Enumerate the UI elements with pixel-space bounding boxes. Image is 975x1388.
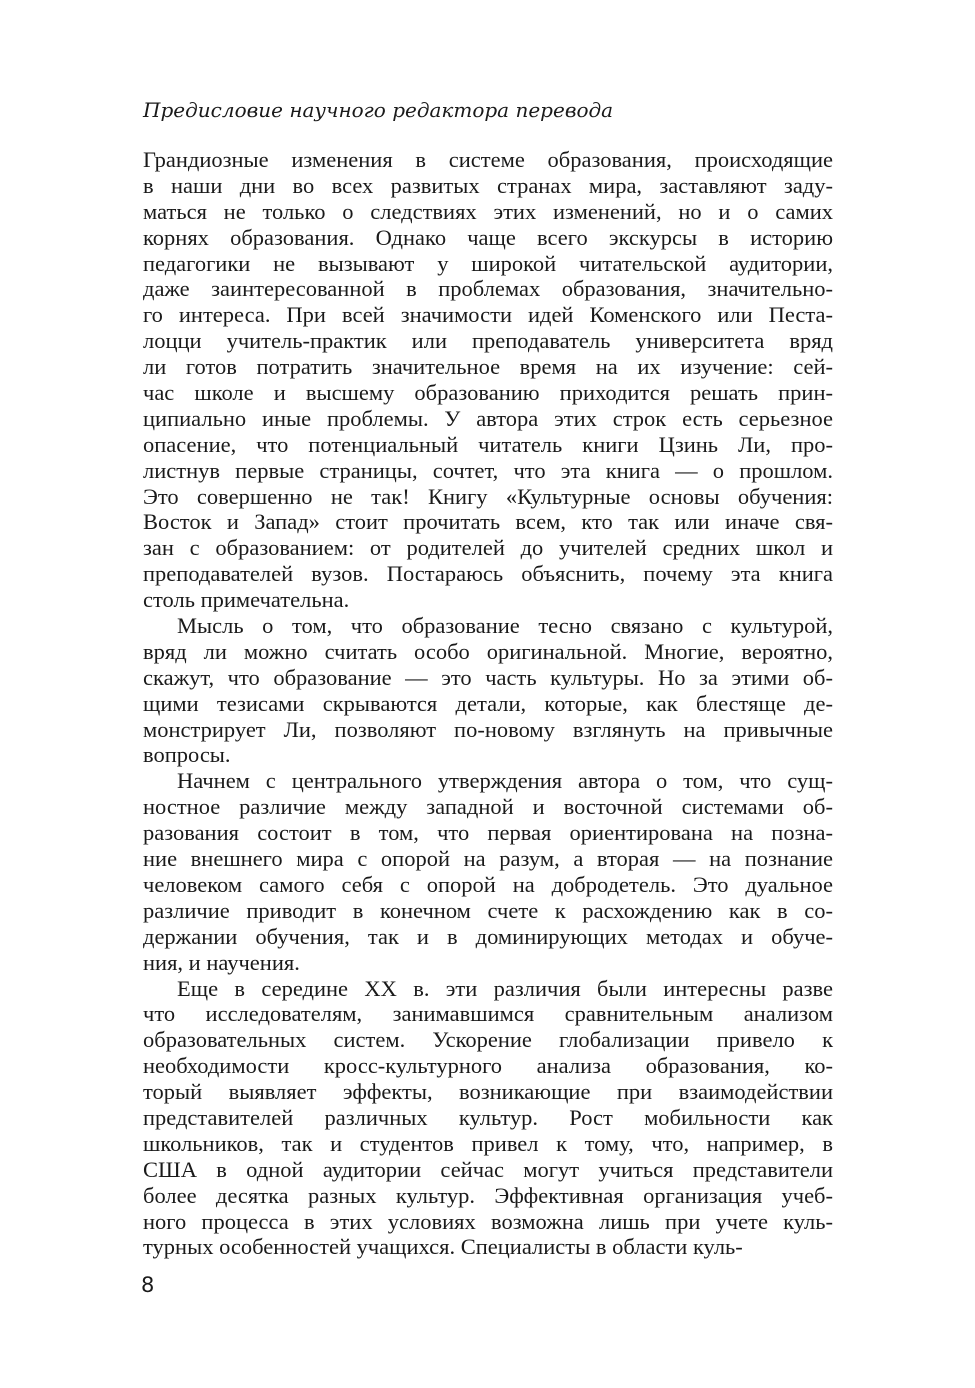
text-line: ния, и научения. — [143, 949, 300, 975]
page-number: 8 — [141, 1273, 155, 1297]
text-line: что исследователям, занимавшимся сравнительным анализом — [143, 1001, 833, 1027]
paragraph — [143, 768, 833, 975]
text-line: различие приводит в конечном счете к расхождению как в со- — [143, 897, 833, 923]
text-line: час школе и высшему образованию приходится решать прин- — [143, 380, 833, 406]
text-line: турных особенностей учащихся. Специалисты в области куль- — [143, 1234, 743, 1260]
paragraph — [143, 147, 833, 613]
text-line: го интереса. При всей значимости идей Коменского или Песта- — [143, 302, 833, 328]
text-line: преподавателей вузов. Постараюсь объяснить, почему эта книга — [143, 561, 833, 587]
text-line: вопросы. — [143, 742, 231, 768]
text-line: человеком самого себя с опорой на добродетель. Это дуальное — [143, 871, 833, 897]
text-line: ностное различие между западной и восточной системами об- — [143, 794, 833, 820]
text-line: монстрирует Ли, позволяют по-новому взглянуть на привычные — [143, 716, 833, 742]
paragraph — [143, 613, 833, 768]
text-line: даже заинтересованной в проблемах образования, значительно- — [143, 276, 833, 302]
text-line: ли готов потратить значительное время на их изучение: сей- — [143, 354, 833, 380]
text-line: листнув первые страницы, сочтет, что эта книга — о прошлом. — [143, 457, 833, 483]
text-line: представителей различных культур. Рост мобильности как — [143, 1104, 833, 1130]
text-line: лоцци учитель-практик или преподаватель университета вряд — [143, 328, 833, 354]
text-line: зан с образованием: от родителей до учителей средних школ и — [143, 535, 833, 561]
text-line: школьников, так и студентов привел к тому, что, например, в — [143, 1130, 833, 1156]
text-line: Мысль о том, что образование тесно связано с культурой, — [177, 613, 833, 639]
text-line: держании обучения, так и в доминирующих методах и обуче- — [143, 923, 833, 949]
text-line: скажут, что образование — это часть культуры. Но за этими об- — [143, 664, 833, 690]
text-line: столь примечательна. — [143, 587, 350, 613]
text-line: вряд ли можно считать особо оригинальной. Многие, вероятно, — [143, 638, 833, 664]
text-line: маться не только о следствиях этих изменений, но и о самих — [143, 198, 833, 224]
text-line: Еще в середине XX в. эти различия были интересны разве — [177, 975, 833, 1001]
text-line: США в одной аудитории сейчас могут учиться представители — [143, 1156, 833, 1182]
text-line: необходимости кросс-культурного анализа образования, ко- — [143, 1053, 833, 1079]
text-line: Грандиозные изменения в системе образования, происходящие — [143, 147, 833, 172]
text-line: Начнем с центрального утверждения автора о том, что сущ- — [177, 768, 833, 794]
text-line: ного процесса в этих условиях возможна лишь при учете куль- — [143, 1208, 833, 1234]
text-line: щими тезисами скрываются детали, которые, как блестяще де- — [143, 690, 833, 716]
text-line: Восток и Запад» стоит прочитать всем, кто так или иначе свя- — [143, 509, 833, 535]
text-line: образовательных систем. Ускорение глобализации привело к — [143, 1027, 833, 1053]
text-line: более десятка разных культур. Эффективная организация учеб- — [143, 1182, 833, 1208]
text-line: корнях образования. Однако чаще всего экскурсы в историю — [143, 224, 833, 250]
running-head: Предисловие научного редактора перевода — [143, 98, 614, 122]
text-line: разования состоит в том, что первая ориентирована на позна- — [143, 820, 833, 846]
text-line: педагогики не вызывают у широкой читательской аудитории, — [143, 250, 833, 276]
paragraph — [143, 976, 833, 1261]
text-line: опасение, что потенциальный читатель книги Цзинь Ли, про- — [143, 431, 833, 457]
body-text — [143, 147, 833, 1260]
text-line: в наши дни во всех развитых странах мира, заставляют заду- — [143, 172, 833, 198]
text-line: ние внешнего мира с опорой на разум, а вторая — на познание — [143, 846, 833, 872]
text-line: ципиально иные проблемы. У автора этих строк есть серьезное — [143, 405, 833, 431]
text-line: торый выявляет эффекты, возникающие при взаимодействии — [143, 1079, 833, 1105]
text-line: Это совершенно не так! Книгу «Культурные основы обучения: — [143, 483, 833, 509]
